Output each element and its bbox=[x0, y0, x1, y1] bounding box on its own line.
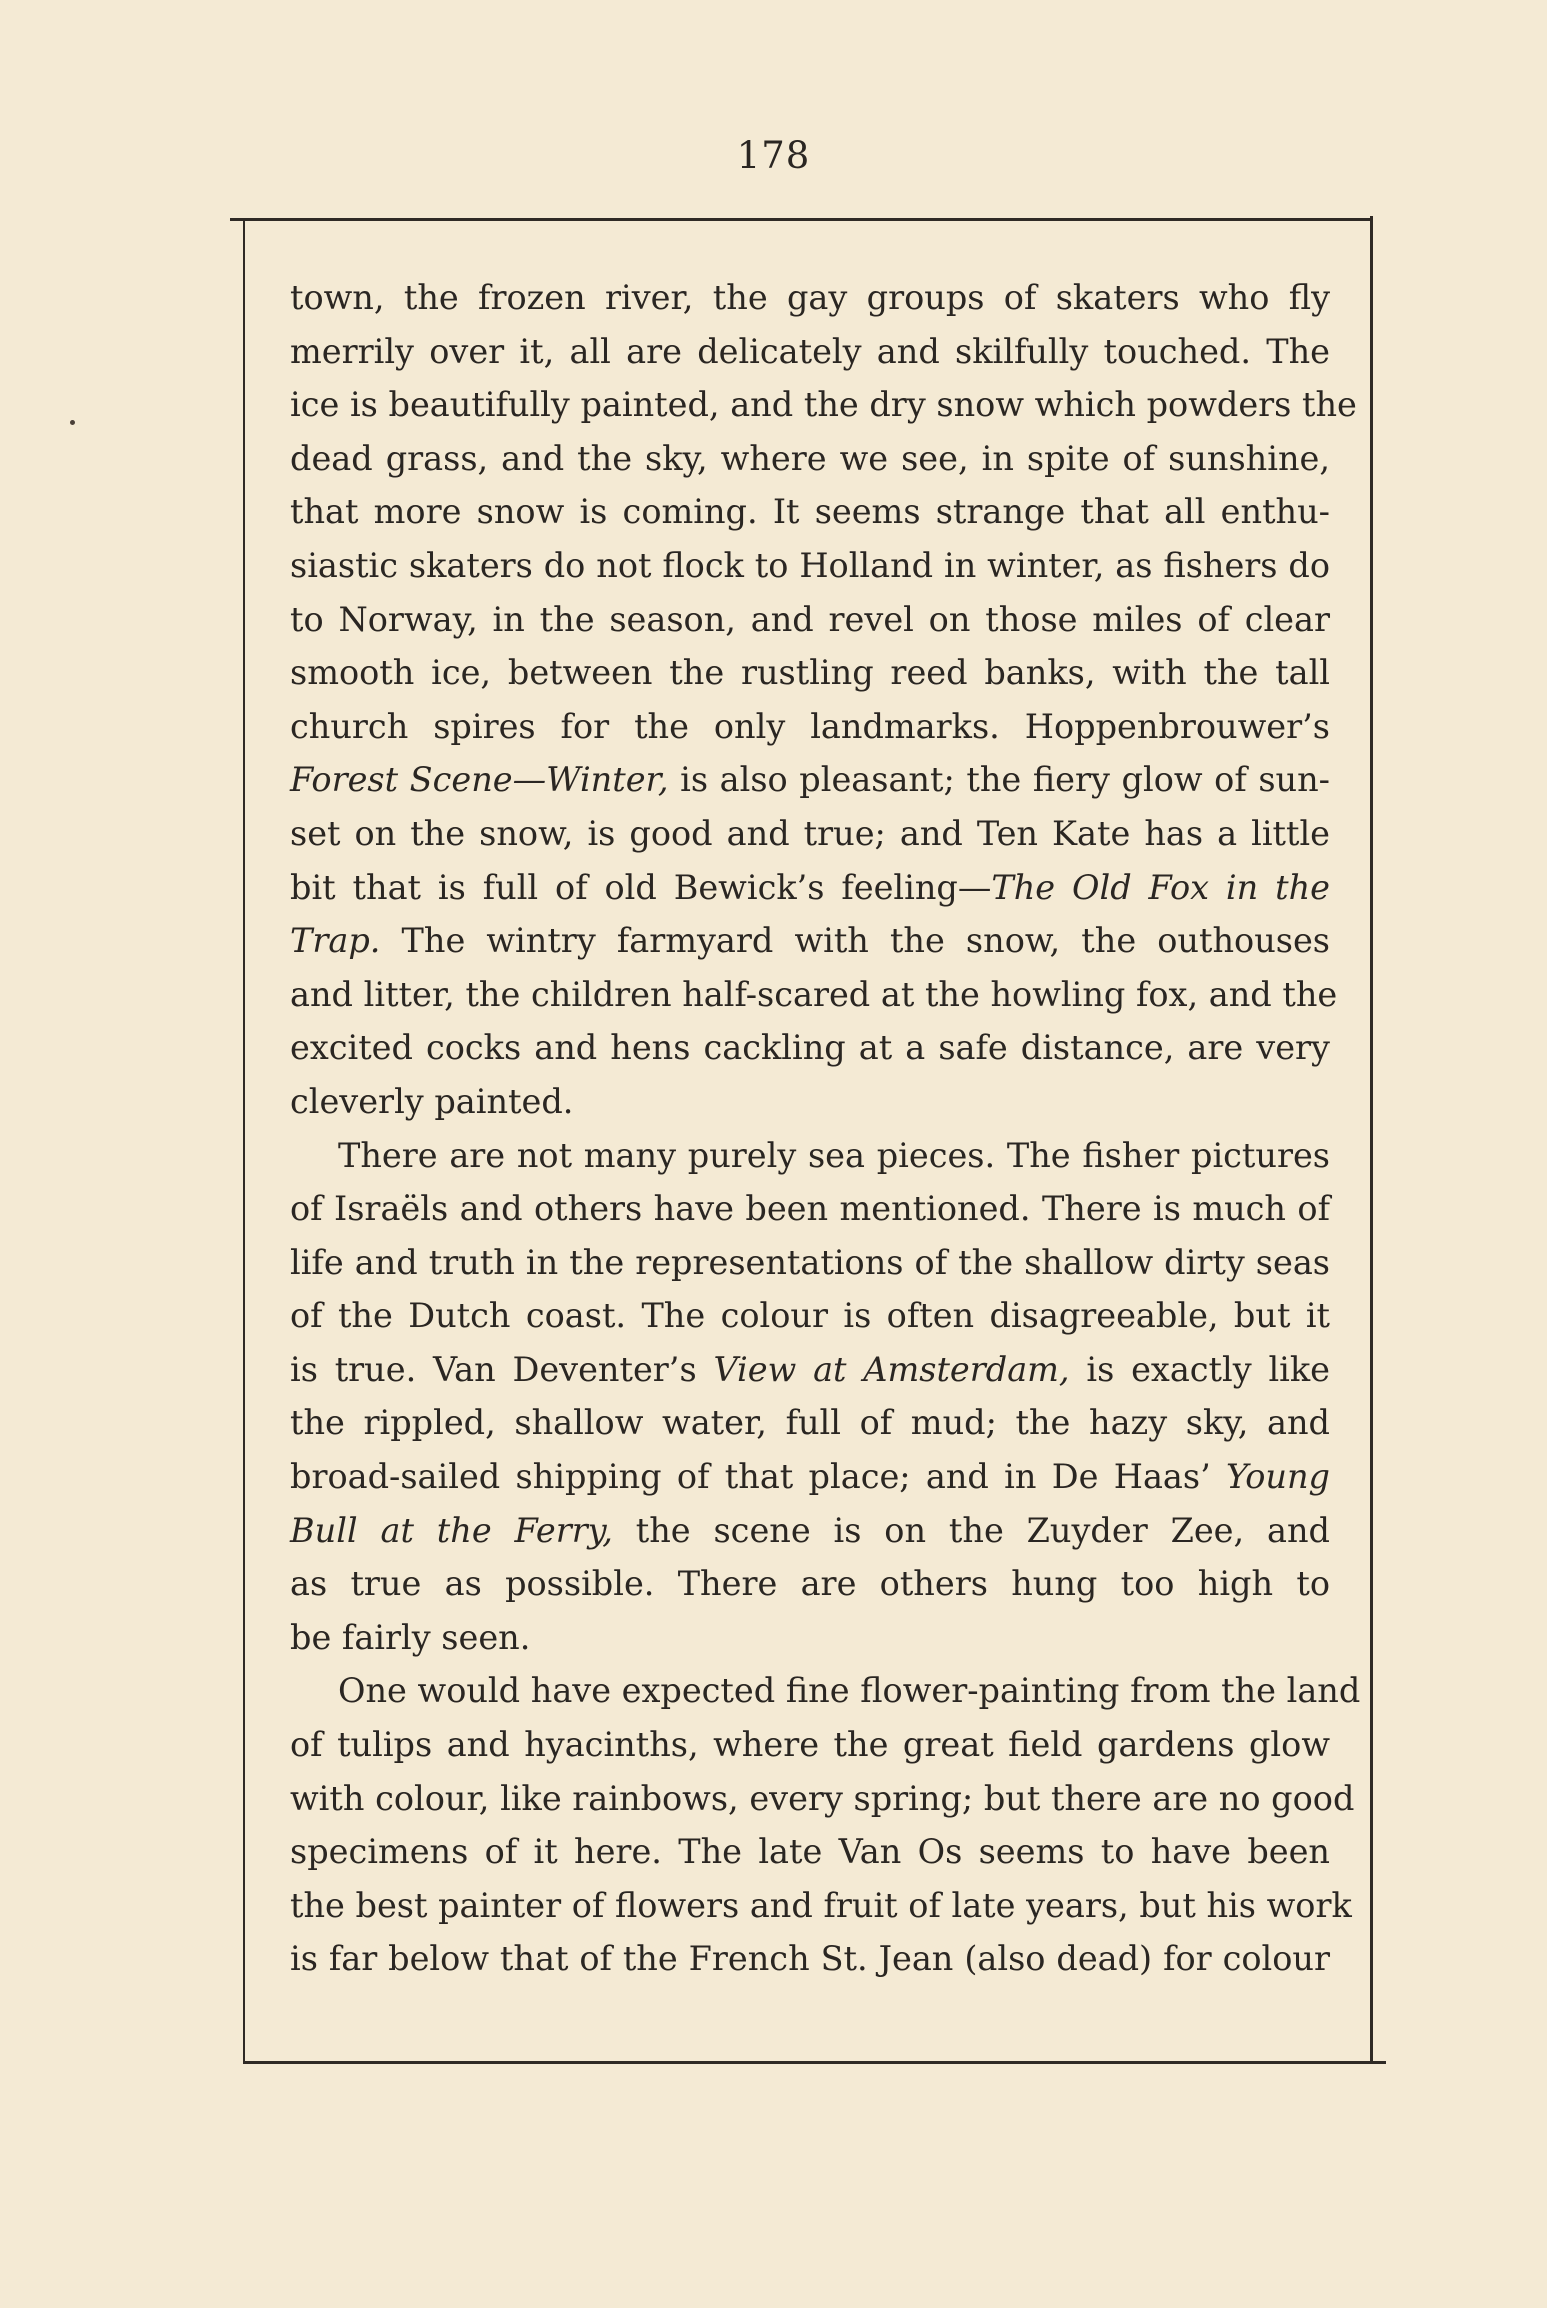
text-line: and litter, the children half-scared at the howling fox, and the bbox=[290, 974, 1338, 1014]
text-line: There are not many purely sea pieces. The fisher pictures bbox=[338, 1135, 1330, 1175]
text-line: the rippled, shallow water, full of mud; the hazy sky, and bbox=[290, 1403, 1330, 1443]
frame-bottom-rule bbox=[243, 2061, 1386, 2064]
italic-title: Trap. bbox=[290, 921, 381, 961]
text-line: as true as possible. There are others hung too high to bbox=[290, 1564, 1330, 1604]
text-line: siastic skaters do not flock to Holland in winter, as fishers do bbox=[290, 545, 1330, 585]
text-line: of tulips and hyacinths, where the great field gardens glow bbox=[290, 1725, 1330, 1765]
text-line: merrily over it, all are delicately and skilfully touched. The bbox=[290, 331, 1330, 371]
text-line: the best painter of flowers and fruit of late years, but his work bbox=[290, 1885, 1352, 1925]
body-text bbox=[290, 271, 1361, 1986]
text-line: Bull at the Ferry, the scene is on the Zuyder Zee, and bbox=[290, 1510, 1330, 1550]
text-line: church spires for the only landmarks. Hoppenbrouwer’s bbox=[290, 706, 1330, 746]
frame-top-rule bbox=[230, 218, 1372, 221]
italic-title: Young bbox=[1226, 1457, 1330, 1497]
text-line: of Israëls and others have been mentioned. There is much of bbox=[290, 1189, 1330, 1229]
text-line: is true. Van Deventer’s View at Amsterdam, is exactly like bbox=[290, 1349, 1331, 1389]
frame-left-rule bbox=[243, 221, 245, 2063]
italic-title: The Old Fox in the bbox=[991, 867, 1330, 907]
text-line: dead grass, and the sky, where we see, in spite of sunshine, bbox=[290, 438, 1330, 478]
frame-right-rule bbox=[1370, 216, 1373, 2064]
text-line: Trap. The wintry farmyard with the snow, the outhouses bbox=[290, 921, 1330, 961]
text-line: town, the frozen river, the gay groups of skaters who fly bbox=[290, 278, 1330, 317]
page-number: 178 bbox=[736, 134, 811, 177]
text-line: broad-sailed shipping of that place; and in De Haas’ Young bbox=[290, 1457, 1330, 1497]
text-line: of the Dutch coast. The colour is often disagreeable, but it bbox=[290, 1296, 1330, 1336]
italic-title: Forest Scene—Winter, bbox=[290, 760, 669, 800]
text-line: bit that is full of old Bewick’s feeling—The Old Fox in the bbox=[290, 867, 1330, 907]
text-line: to Norway, in the season, and revel on those miles of clear bbox=[290, 599, 1330, 639]
text-line: with colour, like rainbows, every spring; but there are no good bbox=[290, 1778, 1355, 1818]
text-line: that more snow is coming. It seems strange that all enthu- bbox=[290, 492, 1330, 532]
paper-speck bbox=[70, 420, 75, 425]
text-line: One would have expected fine flower-painting from the land bbox=[338, 1671, 1361, 1711]
text-line: Forest Scene—Winter, is also pleasant; the fiery glow of sun- bbox=[290, 760, 1331, 800]
text-line: ice is beautifully painted, and the dry snow which powders the bbox=[290, 385, 1357, 425]
italic-title: View at Amsterdam, bbox=[713, 1349, 1070, 1389]
italic-title: Bull at the Ferry, bbox=[290, 1510, 613, 1550]
text-line: cleverly painted. bbox=[290, 1081, 574, 1121]
text-line: set on the snow, is good and true; and Ten Kate has a little bbox=[290, 813, 1330, 853]
text-line: be fairly seen. bbox=[290, 1617, 531, 1657]
text-line: smooth ice, between the rustling reed banks, with the tall bbox=[290, 653, 1330, 693]
text-line: specimens of it here. The late Van Os seems to have been bbox=[290, 1832, 1330, 1872]
text-line: excited cocks and hens cackling at a safe distance, are very bbox=[290, 1028, 1330, 1068]
text-line: is far below that of the French St. Jean (also dead) for colour bbox=[290, 1939, 1330, 1979]
text-line: life and truth in the representations of the shallow dirty seas bbox=[290, 1242, 1330, 1282]
